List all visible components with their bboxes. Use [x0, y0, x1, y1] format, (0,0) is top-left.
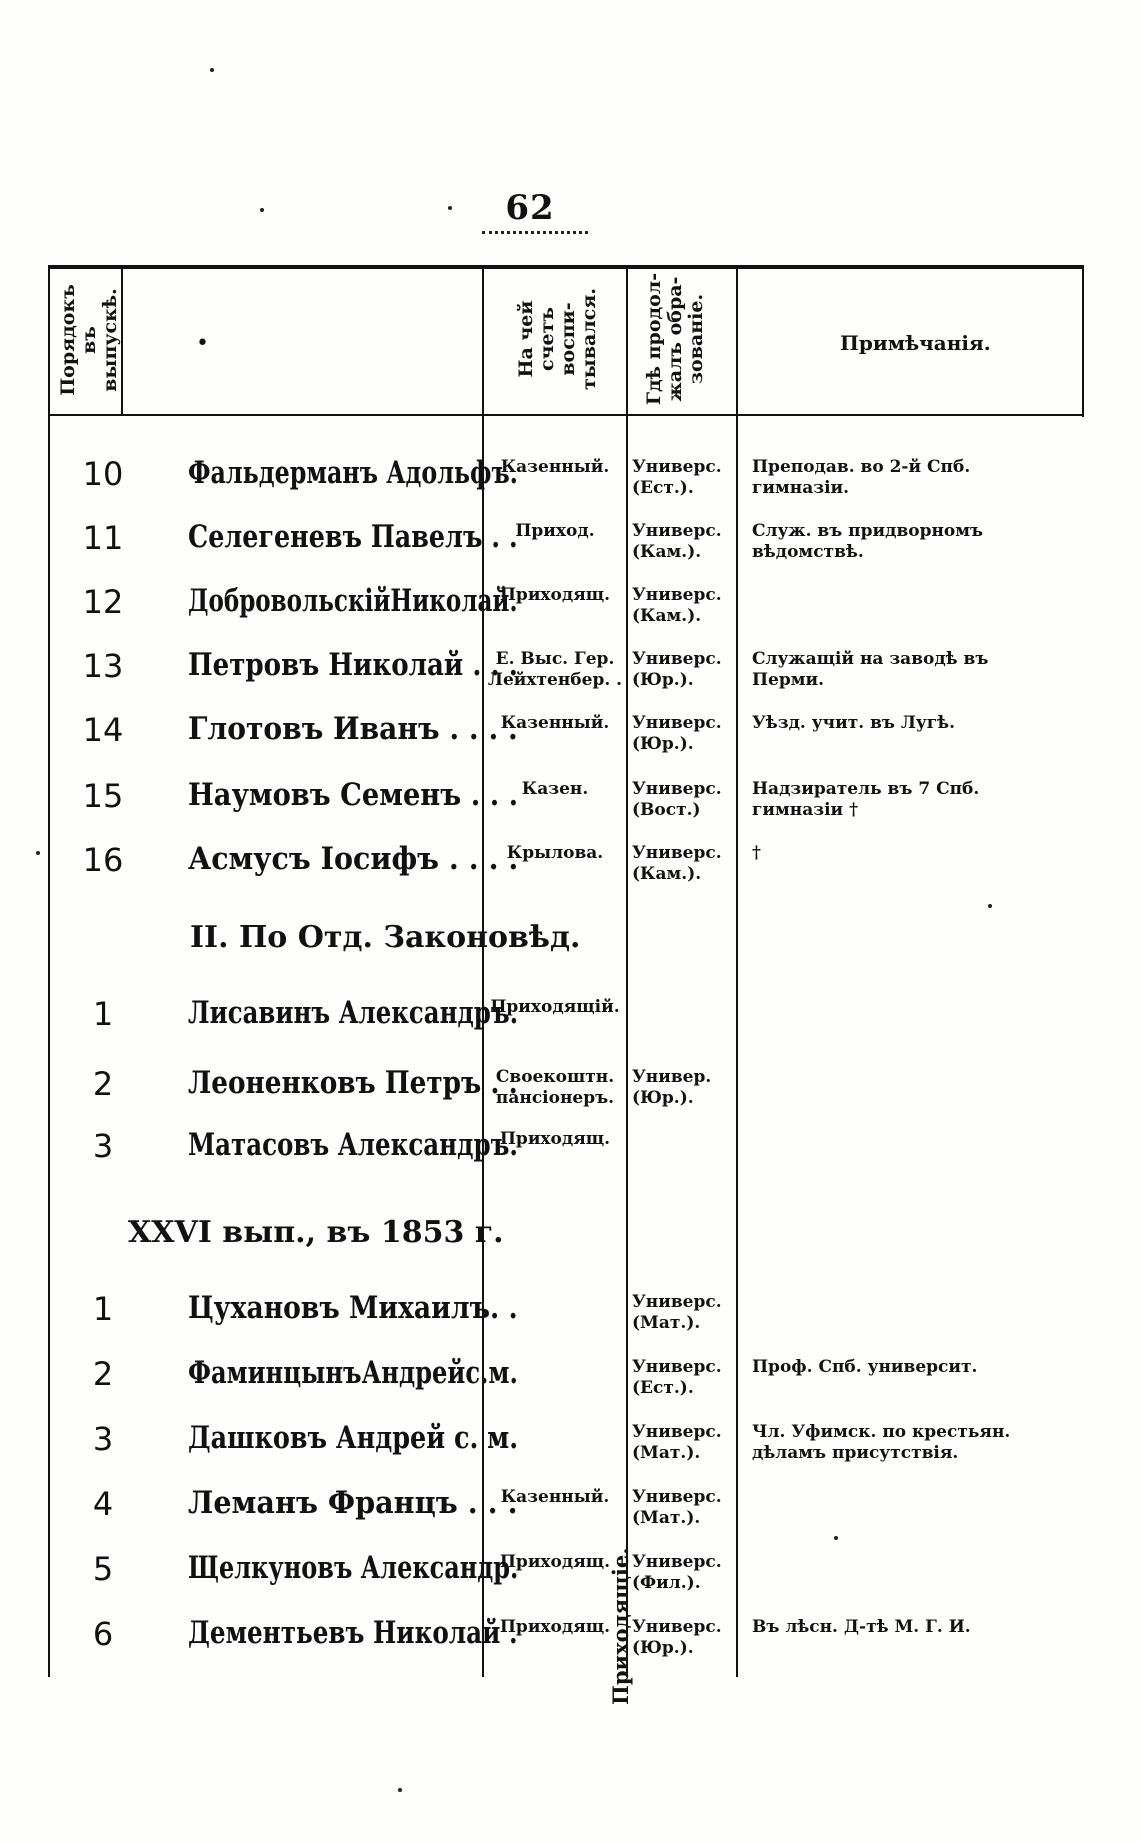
row-number: 3: [92, 1420, 114, 1458]
row-number: 3: [92, 1127, 114, 1165]
row-number: 6: [92, 1615, 114, 1653]
further-education-cell: Универс. (Вост.): [632, 779, 722, 820]
further-education-cell: Универс. (Юр.).: [632, 649, 722, 690]
funding-cell: Приход.: [515, 521, 595, 541]
table-row: [48, 1550, 1086, 1610]
student-name: Лисавинъ Александръ.: [188, 995, 519, 1031]
page-number-underline: [482, 231, 588, 234]
further-education-cell: Универс. (Юр.).: [632, 1617, 722, 1658]
further-education-cell: Универс. (Мат.).: [632, 1422, 722, 1463]
table-row: [48, 777, 1086, 837]
table-row: [48, 583, 1086, 643]
section-title-graduation-1853: XXVI вып., въ 1853 г.: [128, 1215, 504, 1250]
print-speck: [398, 1788, 402, 1792]
table-row: [48, 455, 1086, 515]
table-row: [48, 1485, 1086, 1545]
table-row: [48, 1290, 1086, 1350]
print-speck: [988, 904, 992, 908]
row-number: 2: [92, 1065, 114, 1103]
row-number: 2: [92, 1355, 114, 1393]
row-number: 16: [82, 841, 124, 879]
table-row: [48, 1615, 1086, 1675]
funding-cell: Казенный.: [500, 713, 610, 733]
student-name: Цухановъ Михаилъ. .: [188, 1290, 518, 1326]
funding-cell: Казенный.: [500, 457, 610, 477]
notes-cell: Надзиратель въ 7 Спб. гимназіи †: [752, 779, 980, 820]
row-number: 13: [82, 647, 124, 685]
student-name: Леоненковъ Петръ . .: [188, 1065, 518, 1101]
notes-cell: †: [752, 843, 761, 863]
table-row: [48, 647, 1086, 707]
row-number: 14: [82, 711, 124, 749]
table-row: [48, 995, 1086, 1055]
row-number: 12: [82, 583, 124, 621]
header-order: Порядокъ въ выпускѣ.: [57, 284, 121, 396]
row-number: 11: [82, 519, 124, 557]
col-rule-1: [121, 265, 123, 415]
register-table: [48, 265, 1086, 1705]
funding-cell: Приходящ.: [499, 1617, 611, 1637]
table-row: [48, 1127, 1086, 1187]
table-header-rule: [48, 414, 1084, 416]
student-name: Глотовъ Иванъ . . . .: [188, 711, 518, 747]
table-right-rule: [1082, 265, 1084, 417]
row-number: 4: [92, 1485, 114, 1523]
print-speck: [36, 851, 40, 855]
funding-cell: Приходящ.: [499, 1552, 611, 1572]
further-education-cell: Универс. (Фил.).: [632, 1552, 722, 1593]
header-name-mark: •: [196, 331, 209, 356]
funding-cell: Е. Выс. Гер. Лейхтенбер. .: [487, 649, 623, 690]
funding-cell: Своекоштн. пансіонеръ.: [495, 1067, 615, 1108]
table-row: [48, 1355, 1086, 1415]
student-name: Асмусъ Іосифъ . . . .: [188, 841, 519, 877]
student-name: Фальдерманъ Адольфъ.: [188, 455, 518, 491]
notes-cell: Преподав. во 2-й Спб. гимназіи.: [752, 457, 971, 498]
notes-cell: Въ лѣсн. Д-тѣ М. Г. И.: [752, 1617, 971, 1637]
student-name: Леманъ Францъ . . .: [188, 1485, 518, 1521]
funding-cell: Казен.: [521, 779, 589, 799]
student-name: Петровъ Николай . . .: [188, 647, 518, 683]
funding-cell: Приходящій.: [490, 997, 620, 1017]
table-row: [48, 519, 1086, 579]
print-speck: [210, 68, 214, 72]
row-number: 15: [82, 777, 124, 815]
funding-cell: Казенный.: [500, 1487, 610, 1507]
table-row: [48, 1420, 1086, 1480]
header-funding: На чей счетъ воспи- тывался.: [515, 288, 600, 390]
student-name: Селегеневъ Павелъ . .: [188, 519, 518, 555]
funding-cell: Крылова.: [506, 843, 604, 863]
student-name: ФаминцынъАндрейс.м.: [188, 1355, 518, 1391]
further-education-cell: Универс. (Кам.).: [632, 585, 722, 626]
further-education-cell: Универс. (Юр.).: [632, 713, 722, 754]
notes-cell: Служ. въ придворномъ вѣдомствѣ.: [752, 521, 984, 562]
further-education-cell: Универ. (Юр.).: [632, 1067, 712, 1108]
table-row: [48, 1065, 1086, 1125]
notes-cell: Уѣзд. учит. въ Лугѣ.: [752, 713, 956, 733]
row-number: 10: [82, 455, 124, 493]
further-education-cell: Универс. (Ест.).: [632, 1357, 722, 1398]
student-name: Наумовъ Семенъ . . .: [188, 777, 519, 813]
print-speck: [448, 206, 452, 210]
print-speck: [260, 208, 264, 212]
section-title-law: II. По Отд. Законовѣд.: [190, 920, 581, 955]
page-number: 62: [505, 188, 555, 228]
student-name: Дашковъ Андрей с. м.: [188, 1420, 519, 1456]
notes-cell: Проф. Спб. университ.: [752, 1357, 978, 1377]
student-name: Щелкуновъ Александр.: [188, 1550, 519, 1586]
row-number: 1: [92, 995, 114, 1033]
further-education-cell: Универс. (Кам.).: [632, 521, 722, 562]
funding-cell: Приходящ.: [499, 1129, 611, 1149]
day-students-label: Приходящіе.: [608, 1547, 633, 1705]
funding-cell: Приходящ.: [499, 585, 611, 605]
student-name: ДобровольскійНиколай.: [188, 583, 518, 619]
header-notes: Примѣчанія.: [840, 331, 991, 355]
student-name: Матасовъ Александръ.: [188, 1127, 518, 1163]
further-education-cell: Универс. (Ест.).: [632, 457, 722, 498]
further-education-cell: Универс. (Мат.).: [632, 1292, 722, 1333]
further-education-cell: Универс. (Кам.).: [632, 843, 722, 884]
notes-cell: Служащій на заводѣ въ Перми.: [752, 649, 989, 690]
row-number: 1: [92, 1290, 114, 1328]
notes-cell: Чл. Уфимск. по крестьян. дѣламъ присутствія.: [752, 1422, 1011, 1463]
table-row: [48, 841, 1086, 901]
row-number: 5: [92, 1550, 114, 1588]
print-speck: [834, 1536, 838, 1540]
header-further-education: Гдѣ продол- жалъ обра- зованіе.: [643, 272, 707, 406]
table-row: [48, 711, 1086, 771]
student-name: Дементьевъ Николай .: [188, 1615, 518, 1651]
further-education-cell: Универс. (Мат.).: [632, 1487, 722, 1528]
